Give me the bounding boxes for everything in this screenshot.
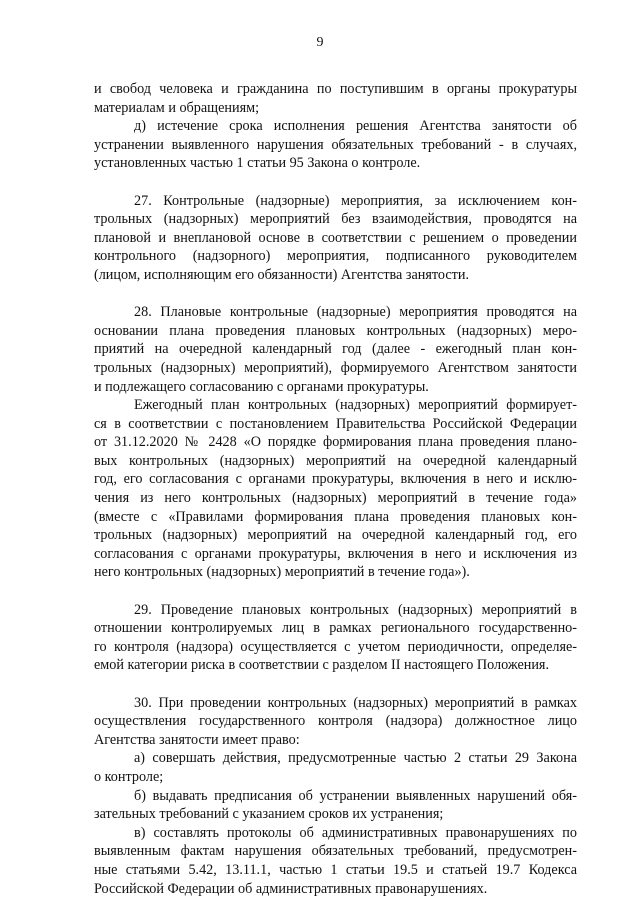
text-line: Российской Федерации об административных правонарушениях. — [94, 880, 488, 897]
text-line: трольных (надзорных) мероприятий на очередной календарный год, его — [94, 527, 577, 544]
text-line: а) совершать действия, предусмотренные частью 2 статьи 29 Закона — [134, 750, 577, 767]
paragraph — [94, 303, 577, 396]
text-line: чения из него контрольных (надзорных) мероприятий в течение года» — [94, 490, 577, 507]
text-line: 29. Проведение плановых контрольных (надзорных) мероприятий в — [134, 601, 577, 618]
text-line: основании плана проведения плановых контрольных (надзорных) меро- — [94, 322, 577, 339]
text-line: емой категории риска в соответствии с разделом II настоящего Положения. — [94, 657, 550, 674]
text-line: д) истечение срока исполнения решения Агентства занятости об — [134, 118, 577, 135]
text-line: ся в соответствии с постановлением Правительства Российской Федерации — [94, 415, 577, 432]
text-line: и подлежащего согласованию с органами прокуратуры. — [94, 378, 429, 395]
document-body — [94, 80, 577, 898]
text-line: 27. Контрольные (надзорные) мероприятия, за исключением кон- — [134, 192, 577, 209]
paragraph-gap — [94, 675, 577, 694]
text-line: установленных частью 1 статьи 95 Закона о контроле. — [94, 155, 421, 172]
text-line: 28. Плановые контрольные (надзорные) мероприятия проводятся на — [134, 304, 577, 321]
text-line: 30. При проведении контрольных (надзорных) мероприятий в рамках — [134, 694, 577, 711]
paragraph-gap — [94, 285, 577, 304]
paragraph — [94, 80, 577, 117]
text-line: материалам и обращениям; — [94, 99, 260, 116]
text-line: трольных (надзорных) мероприятий), формируемого Агентством занятости — [94, 359, 577, 376]
text-line: отношении контролируемых лиц в рамках регионального государственно- — [94, 620, 577, 637]
text-line: зательных требований с указанием сроков их устранения; — [94, 806, 444, 823]
text-line: год, его согласования с органами прокуратуры, включения в него и исклю- — [94, 471, 577, 488]
text-line: от 31.12.2020 № 2428 «О порядке формирования плана проведения плано- — [94, 434, 577, 451]
paragraph — [94, 694, 577, 750]
text-line: в) составлять протоколы об административных правонарушениях по — [134, 824, 577, 841]
text-line: выявленным фактам нарушения обязательных требований, предусмотрен- — [94, 843, 577, 860]
text-line: ные статьями 5.42, 13.11.1, частью 1 статьи 19.5 и статьей 19.7 Кодекса — [94, 861, 577, 878]
paragraph-gap — [94, 173, 577, 192]
text-line: Ежегодный план контрольных (надзорных) мероприятий формирует- — [134, 397, 577, 414]
text-line: го контроля (надзора) осуществляется с учетом периодичности, определяе- — [94, 638, 577, 655]
paragraph — [94, 824, 577, 898]
text-line: контрольного (надзорного) мероприятия, подписанного руководителем — [94, 248, 577, 265]
text-line: б) выдавать предписания об устранении выявленных нарушений обя- — [134, 787, 577, 804]
paragraph — [94, 749, 577, 786]
paragraph — [94, 192, 577, 285]
paragraph — [94, 117, 577, 173]
paragraph-gap — [94, 582, 577, 601]
text-line: вых контрольных (надзорных) мероприятий на очередной календарный — [94, 452, 577, 469]
text-line: него контрольных (надзорных) мероприятий в течение года»). — [94, 564, 470, 581]
text-line: приятий на очередной календарный год (далее - ежегодный план кон- — [94, 341, 577, 358]
text-line: Агентства занятости имеет право: — [94, 731, 300, 748]
paragraph — [94, 396, 577, 582]
text-line: (лицом, исполняющим его обязанности) Агентства занятости. — [94, 266, 470, 283]
page-number: 9 — [316, 35, 324, 50]
text-line: (вместе с «Правилами формирования плана проведения плановых кон- — [94, 508, 577, 525]
text-line: и свобод человека и гражданина по поступившим в органы прокуратуры — [94, 81, 577, 97]
text-line: осуществления государственного контроля (надзора) должностное лицо — [94, 713, 577, 730]
text-line: о контроле; — [94, 768, 164, 785]
paragraph — [94, 787, 577, 824]
text-line: плановой и внеплановой основе в соответствии с решением о проведении — [94, 229, 577, 246]
text-line: трольных (надзорных) мероприятий без взаимодействия, проводятся на — [94, 211, 577, 228]
text-line: устранении выявленного нарушения обязательных требований - в случаях, — [94, 136, 577, 153]
text-line: согласования с органами прокуратуры, включения в него и исключения из — [94, 545, 577, 562]
paragraph — [94, 601, 577, 675]
